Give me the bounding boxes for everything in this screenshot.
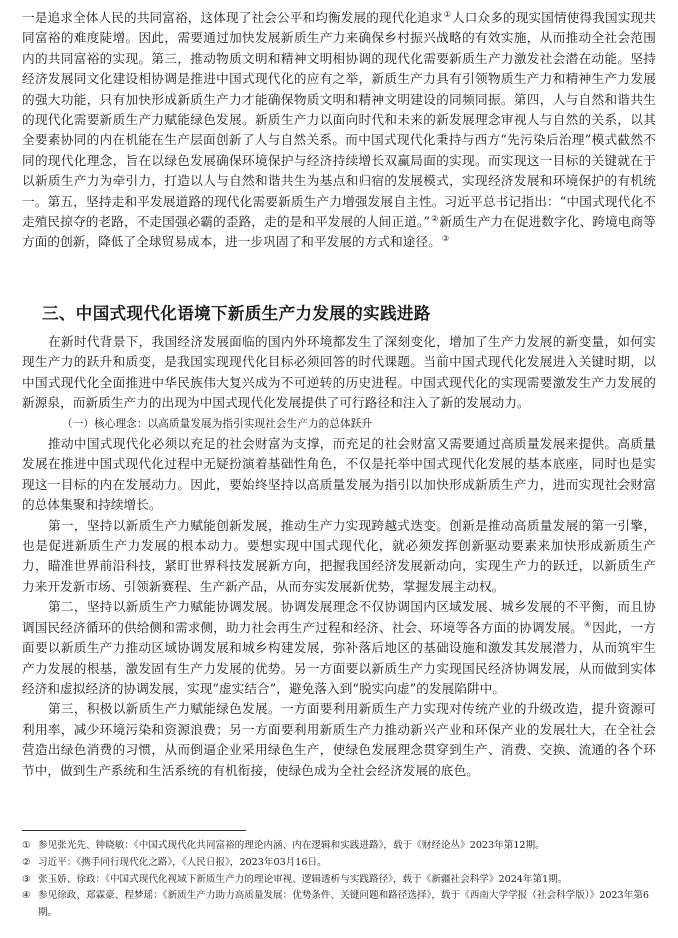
- paragraph-drive: 推动中国式现代化必须以充足的社会财富为支撑，而充足的社会财富又需要通过高质量发展来提供。高质量发展在推进中国式现代化过程中无疑扮演着基础性角色，不仅是托举中国式现代化发展的基本底座，同时也是实现这一目标的内在发展动力。因此，要始终坚持以高质量发展为指引以加快形成新质生产力，进而实现社会财富的总体集聚和持续增长。: [22, 436, 656, 513]
- footnote-mark: ②: [22, 856, 31, 868]
- footnote-text: 参见张光先、钟晓敏：《中国式现代化共同富裕的理论内涵、内在逻辑和实践进路》，载于《财经论丛》2023年第12期。: [38, 840, 545, 851]
- footnote-item: [22, 888, 656, 922]
- footnote-item: [22, 872, 656, 889]
- paragraph-text: 人口众多的现实国情使得我国实现共同富裕的难度陡增。因此，需要通过加快发展新质生产力来确保乡村振兴战略的有效实施，从而推动全社会范围内的共同富裕的实现。第三，推动物质文明和精神文明相协调的现代化需要新质生产力激发社会潜在动能。坚持经济发展同文化建设相协调是推进中国式现代化的应有之举，新质生产力具有引领物质生产力和精神生产力发展的强大功能，只有加快形成新质生产力才能确保物质文明和精神文明建设的同频同振。第四，人与自然和谐共生的现代化需要新质生产力赋能绿色发展。新质生产力以面向时代和未来的新发展理念审视人与自然的关系，以其全要素协同的内在机能在生产层面创新了人与自然关系。而中国式现代化秉持与西方“先污染后治理”模式截然不同的现代化理念，旨在以绿色发展确保环境保护与经济持续增长双赢局面的实现。而实现这一目标的关键就在于以新质生产力为牵引力，打造以人与自然和谐共生为基点和归宿的发展模式，实现经济发展和环境保护的有机统一。第五，坚持走和平发展道路的现代化需要新质生产力增强发展自主性。习近平总书记指出：“中国式现代化不走殖民掠夺的老路，不走国强必霸的歪路，走的是和平发展的人间正道。”: [22, 10, 656, 230]
- subsection-heading: （一）核心理念：以高质量发展为指引实现社会生产力的总体跃升: [62, 417, 373, 430]
- footnote-text: 张玉娇、徐政：《中国式现代化视域下新质生产力的理论审视、逻辑透析与实践路径》，载于《新疆社会科学》2024年第1期。: [38, 873, 568, 885]
- paragraph-text: 第二，坚持以新质生产力赋能协调发展。协调发展理念不仅协调国内区域发展、城乡发展的不平衡，而且协调国民经济循环的供给侧和需求侧，助力社会再生产过程和经济、社会、环境等各方面的协调发展。: [22, 599, 656, 635]
- footnote-item: [22, 855, 656, 872]
- paragraph-second: [22, 597, 656, 699]
- footnote-ref-3: ③: [441, 234, 450, 244]
- paragraph-text: 一是追求全体人民的共同富裕，这体现了社会公平和均衡发展的现代化追求: [22, 10, 443, 25]
- paragraph-first: 第一，坚持以新质生产力赋能创新发展，推动生产力实现跨越式迭变。创新是推动高质量发展的第一引擎，也是促进新质生产力发展的根本动力。要想实现中国式现代化，就必须发挥创新驱动要素来加快形成新质生产力，瞄准世界前沿科技，紧盯世界科技发展新方向，把握我国经济发展新动向，实现生产力的跃迁，以新质生产力来开发新市场、引领新赛程、生产新产品，从而夯实发展新优势，掌握发展主动权。: [22, 517, 656, 594]
- intro-paragraph: 在新时代背景下，我国经济发展面临的国内外环境都发生了深刻变化，增加了生产力发展的新变量，如何实现生产力的跃升和质变，是我国实现现代化目标必须回答的时代课题。当前中国式现代化发展进入关键时期，以中国式现代化全面推进中华民族伟大复兴成为不可逆转的历史进程。中国式现代化的实现需要激发生产力发展的新源泉，而新质生产力的出现为中国式现代化发展提供了可行路径和注入了新的发展动力。: [22, 334, 656, 411]
- section-heading: 三、中国式现代化语境下新质生产力发展的实践进路: [42, 304, 431, 323]
- paragraph-third: 第三，积极以新质生产力赋能绿色发展。一方面要利用新质生产力实现对传统产业的升级改造，提升资源可利用率，减少环境污染和资源浪费；另一方面要利用新质生产力推动新兴产业和环保产业的发展壮大，在全社会营造出绿色消费的习惯，从而倒逼企业采用绿色生产，使绿色发展理念贯穿到生产、消费、交换、流通的各个环节中，做到生产系统和生活系统的有机衔接，使绿色成为全社会经济发展的底色。: [22, 701, 656, 778]
- footnote-ref-1: ①: [443, 9, 452, 19]
- footnote-divider: [22, 830, 246, 831]
- section-body: [22, 332, 656, 781]
- footnote-mark: ④: [22, 890, 31, 902]
- footnote-mark: ①: [22, 840, 31, 851]
- footnote-ref-4: ④: [583, 619, 592, 629]
- paragraph-text: 新质生产力在促进数字化、跨境电商等方面的创新，降低了全球贸易成本，进一步巩固了和平发展的方式和途径。: [22, 214, 656, 250]
- continued-paragraph: [22, 8, 656, 253]
- paragraph-text: 因此，一方面要以新质生产力推动区域协调发展和城乡构建发展，弥补落后地区的基础设施和激发其发展潜力，从而筑牢生产力发展的根基，激发固有生产力发展的优势。另一方面要以新质生产力实现国民经济协调发展，从而做到实体经济和虚拟经济的协调发展，实现“虚实结合”，避免落入到“脱实向虚”的发展陷阱中。: [22, 619, 656, 696]
- footnote-item: [22, 838, 656, 855]
- footnote-text: 习近平：《携手同行现代化之路》，《人民日报》，2023年03月16日。: [38, 856, 327, 868]
- footnote-ref-2: ②: [431, 213, 439, 223]
- footnote-text: 参见徐政、郑霖豪、程梦瑶：《新质生产力助力高质量发展：优势条件、关键问题和路径选择》，载于《西南大学学报（社会科学版）》2023年第6期。: [38, 890, 649, 919]
- footnotes: [22, 838, 656, 922]
- footnote-mark: ③: [22, 873, 31, 885]
